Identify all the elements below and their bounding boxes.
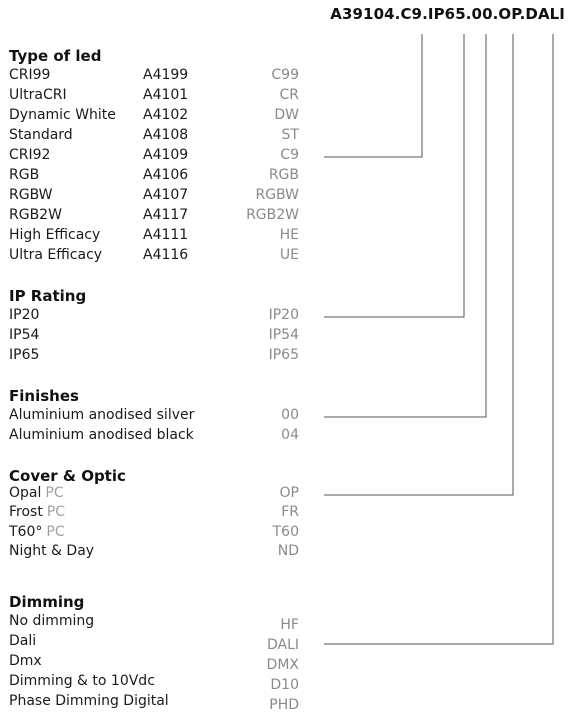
connector-ip-rating: [324, 34, 464, 317]
option-label: [9, 524, 65, 540]
table-row: [0, 543, 300, 563]
table-row: [0, 485, 300, 505]
article-number: A4116: [143, 247, 189, 263]
option-label: Aluminium anodised silver: [9, 407, 195, 423]
table-row: [0, 207, 300, 227]
option-code: T60: [272, 524, 299, 540]
option-label: IP54: [9, 327, 40, 343]
material-label: PC: [46, 524, 65, 540]
option-label: [9, 485, 64, 501]
table-row: [0, 187, 300, 207]
option-label: Dali: [9, 633, 37, 649]
table-row: [0, 504, 300, 524]
table-row: [0, 87, 300, 107]
section-title-cover-optic: Cover & Optic: [9, 467, 126, 485]
article-number: A4117: [143, 207, 189, 223]
option-code: DALI: [266, 637, 299, 653]
table-row: [0, 247, 300, 267]
option-label: Dmx: [9, 653, 42, 669]
table-row: [0, 427, 300, 447]
table-row: [0, 67, 300, 87]
connector-type-of-led: [324, 34, 422, 157]
option-code: UE: [279, 247, 299, 263]
option-label: [9, 504, 65, 520]
option-code: OP: [279, 485, 299, 501]
option-code: DW: [274, 107, 299, 123]
option-label: Phase Dimming Digital: [9, 693, 169, 709]
option-code: RGBW: [255, 187, 299, 203]
option-label: RGB: [9, 167, 40, 183]
article-number: A4199: [143, 67, 189, 83]
option-label: Dimming & to 10Vdc: [9, 673, 155, 689]
option-code: IP54: [268, 327, 299, 343]
article-number: A4109: [143, 147, 189, 163]
option-code: 04: [281, 427, 299, 443]
table-row: [0, 407, 300, 427]
option-code: RGB: [268, 167, 299, 183]
connector-cover-optic: [324, 34, 513, 495]
section-title-dimming: Dimming: [9, 593, 85, 611]
table-row: [0, 147, 300, 167]
option-label: CRI92: [9, 147, 51, 163]
table-row: [0, 227, 300, 247]
table-row: [0, 327, 300, 347]
table-row: [0, 127, 300, 147]
article-number: A4107: [143, 187, 189, 203]
table-row: [0, 107, 300, 127]
option-code: CR: [279, 87, 299, 103]
article-number: A4106: [143, 167, 189, 183]
option-label: High Efficacy: [9, 227, 101, 243]
article-number: A4111: [143, 227, 189, 243]
option-label: Dynamic White: [9, 107, 116, 123]
option-label: Ultra Efficacy: [9, 247, 103, 263]
option-code: FR: [281, 504, 299, 520]
option-label: RGB2W: [9, 207, 62, 223]
article-number: A4101: [143, 87, 189, 103]
option-code: HE: [279, 227, 299, 243]
article-number: A4108: [143, 127, 189, 143]
option-label: IP65: [9, 347, 40, 363]
table-row: [0, 347, 300, 367]
material-label: PC: [46, 504, 66, 520]
connector-finishes: [324, 34, 486, 417]
option-code: C9: [280, 147, 299, 163]
table-row: [0, 524, 300, 544]
option-label: Aluminium anodised black: [9, 427, 194, 443]
option-label: No dimming: [9, 613, 95, 629]
option-code: IP65: [268, 347, 299, 363]
article-number: A4102: [143, 107, 189, 123]
option-label: CRI99: [9, 67, 51, 83]
option-label: UltraCRI: [9, 87, 67, 103]
table-row: [0, 167, 300, 187]
option-code: PHD: [269, 697, 299, 713]
option-code: HF: [280, 617, 299, 633]
option-code: C99: [271, 67, 299, 83]
option-name: Frost: [9, 504, 43, 520]
option-label: IP20: [9, 307, 40, 323]
section-title-finishes: Finishes: [9, 387, 79, 405]
product-code: A39104.C9.IP65.00.OP.DALI: [330, 5, 565, 23]
option-code: 00: [281, 407, 299, 423]
option-label: Night & Day: [9, 543, 95, 559]
material-label: PC: [45, 485, 64, 501]
table-row: [0, 307, 300, 327]
option-code: ST: [281, 127, 299, 143]
option-code: D10: [270, 677, 299, 693]
option-name: Opal: [9, 485, 42, 501]
connector-dimming: [324, 34, 553, 644]
option-code: RGB2W: [246, 207, 299, 223]
table-row: [0, 697, 300, 717]
section-title-type-of-led: Type of led: [9, 47, 102, 65]
option-code: IP20: [268, 307, 299, 323]
option-code: DMX: [266, 657, 299, 673]
option-name: T60°: [9, 524, 43, 540]
option-label: RGBW: [9, 187, 53, 203]
section-title-ip-rating: IP Rating: [9, 287, 87, 305]
option-code: ND: [277, 543, 299, 559]
option-label: Standard: [9, 127, 73, 143]
